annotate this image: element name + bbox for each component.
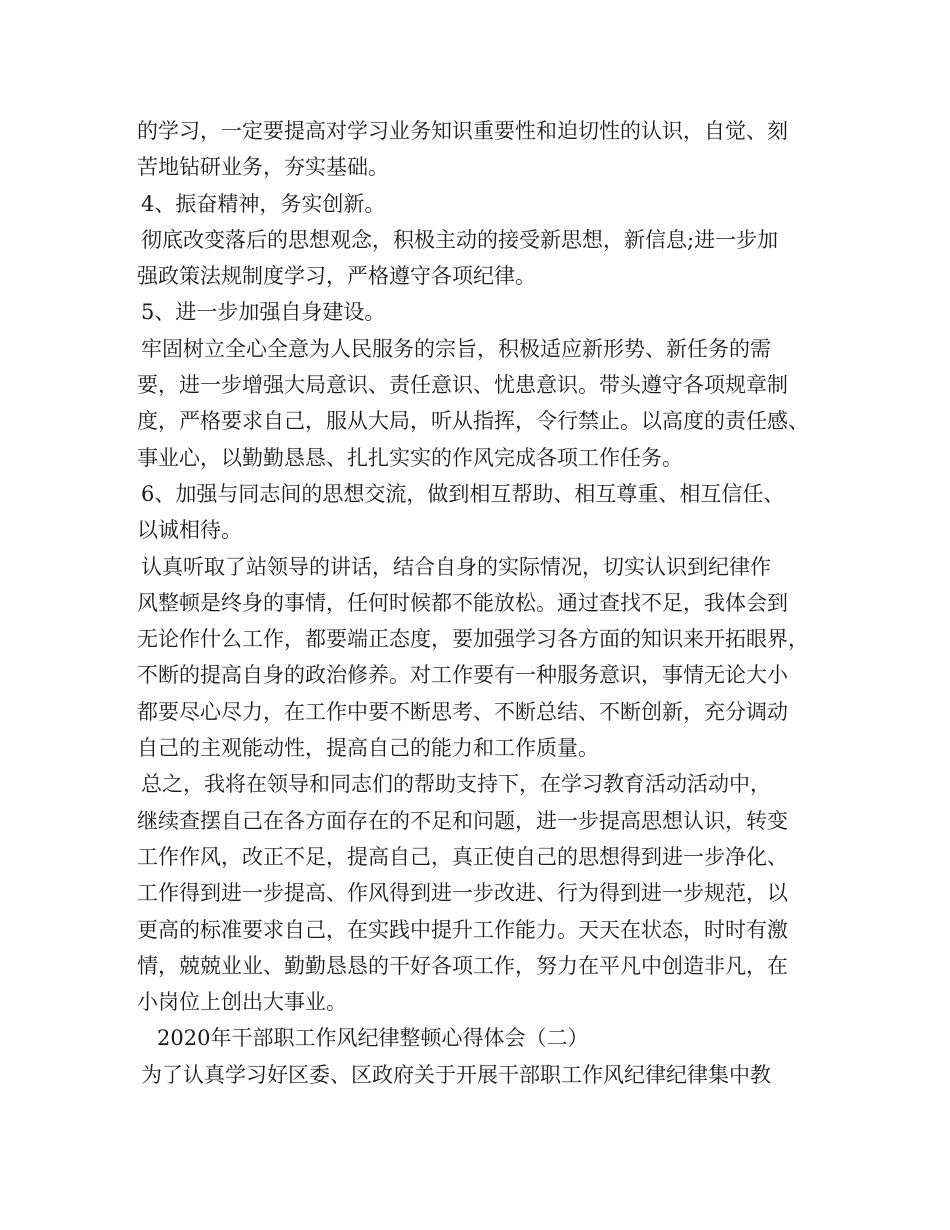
text-line: 小岗位上创出大事业。: [137, 990, 347, 1015]
text-line: 事业心，以勤勤恳恳、扎扎实实的作风完成各项工作任务。: [137, 445, 683, 470]
text-line: 认真听取了站领导的讲话，结合自身的实际情况，切实认识到纪律作: [141, 554, 771, 579]
text-line: 情，兢兢业业、勤勤恳恳的干好各项工作，努力在平凡中创造非凡，在: [137, 953, 788, 978]
text-line: 工作作风，改正不足，提高自己，真正使自己的思想得到进一步净化、: [137, 844, 788, 869]
text-line: 强政策法规制度学习，严格遵守各项纪律。: [137, 264, 536, 289]
text-line: 都要尽心尽力，在工作中要不断思考、不断总结、不断创新，充分调动: [137, 699, 788, 724]
text-line: 无论作什么工作，都要端正态度，要加强学习各方面的知识来开拓眼界，: [137, 627, 809, 652]
list-heading: 6、加强与同志间的思想交流，做到相互帮助、相互尊重、相互信任、: [141, 481, 785, 506]
section-title: 2020年干部职工作风纪律整顿心得体会（二）: [157, 1026, 589, 1051]
text-line: 要，进一步增强大局意识、责任意识、忧患意识。带头遵守各项规章制: [137, 373, 788, 398]
text-line: 彻底改变落后的思想观念，积极主动的接受新思想，新信息;进一步加: [141, 227, 779, 252]
text-line: 苦地钻研业务，夯实基础。: [137, 155, 389, 180]
text-line: 工作得到进一步提高、作风得到进一步改进、行为得到进一步规范，以: [137, 881, 788, 906]
text-line: 风整顿是终身的事情，任何时候都不能放松。通过查找不足，我体会到: [137, 590, 788, 615]
list-heading: 5、进一步加强自身建设。: [141, 300, 386, 325]
text-line: 自己的主观能动性，提高自己的能力和工作质量。: [137, 736, 599, 761]
document-body: [137, 113, 837, 1093]
text-line: 总之，我将在领导和同志们的帮助支持下，在学习教育活动活动中，: [141, 772, 771, 797]
text-line: 为了认真学习好区委、区政府关于开展干部职工作风纪律纪律集中教: [141, 1062, 771, 1087]
list-heading: 4、振奋精神，务实创新。: [141, 191, 386, 216]
text-line: 牢固树立全心全意为人民服务的宗旨，积极适应新形势、新任务的需: [141, 336, 771, 361]
text-line: 度，严格要求自己，服从大局，听从指挥，令行禁止。以高度的责任感、: [137, 409, 809, 434]
text-line: 继续查摆自己在各方面存在的不足和问题，进一步提高思想认识，转变: [137, 808, 788, 833]
text-line: 以诚相待。: [137, 518, 242, 543]
text-line: 的学习，一定要提高对学习业务知识重要性和迫切性的认识，自觉、刻: [137, 119, 788, 143]
text-line: 更高的标准要求自己，在实践中提升工作能力。天天在状态，时时有激: [137, 917, 788, 942]
text-line: 不断的提高自身的政治修养。对工作要有一种服务意识，事情无论大小: [137, 663, 788, 688]
